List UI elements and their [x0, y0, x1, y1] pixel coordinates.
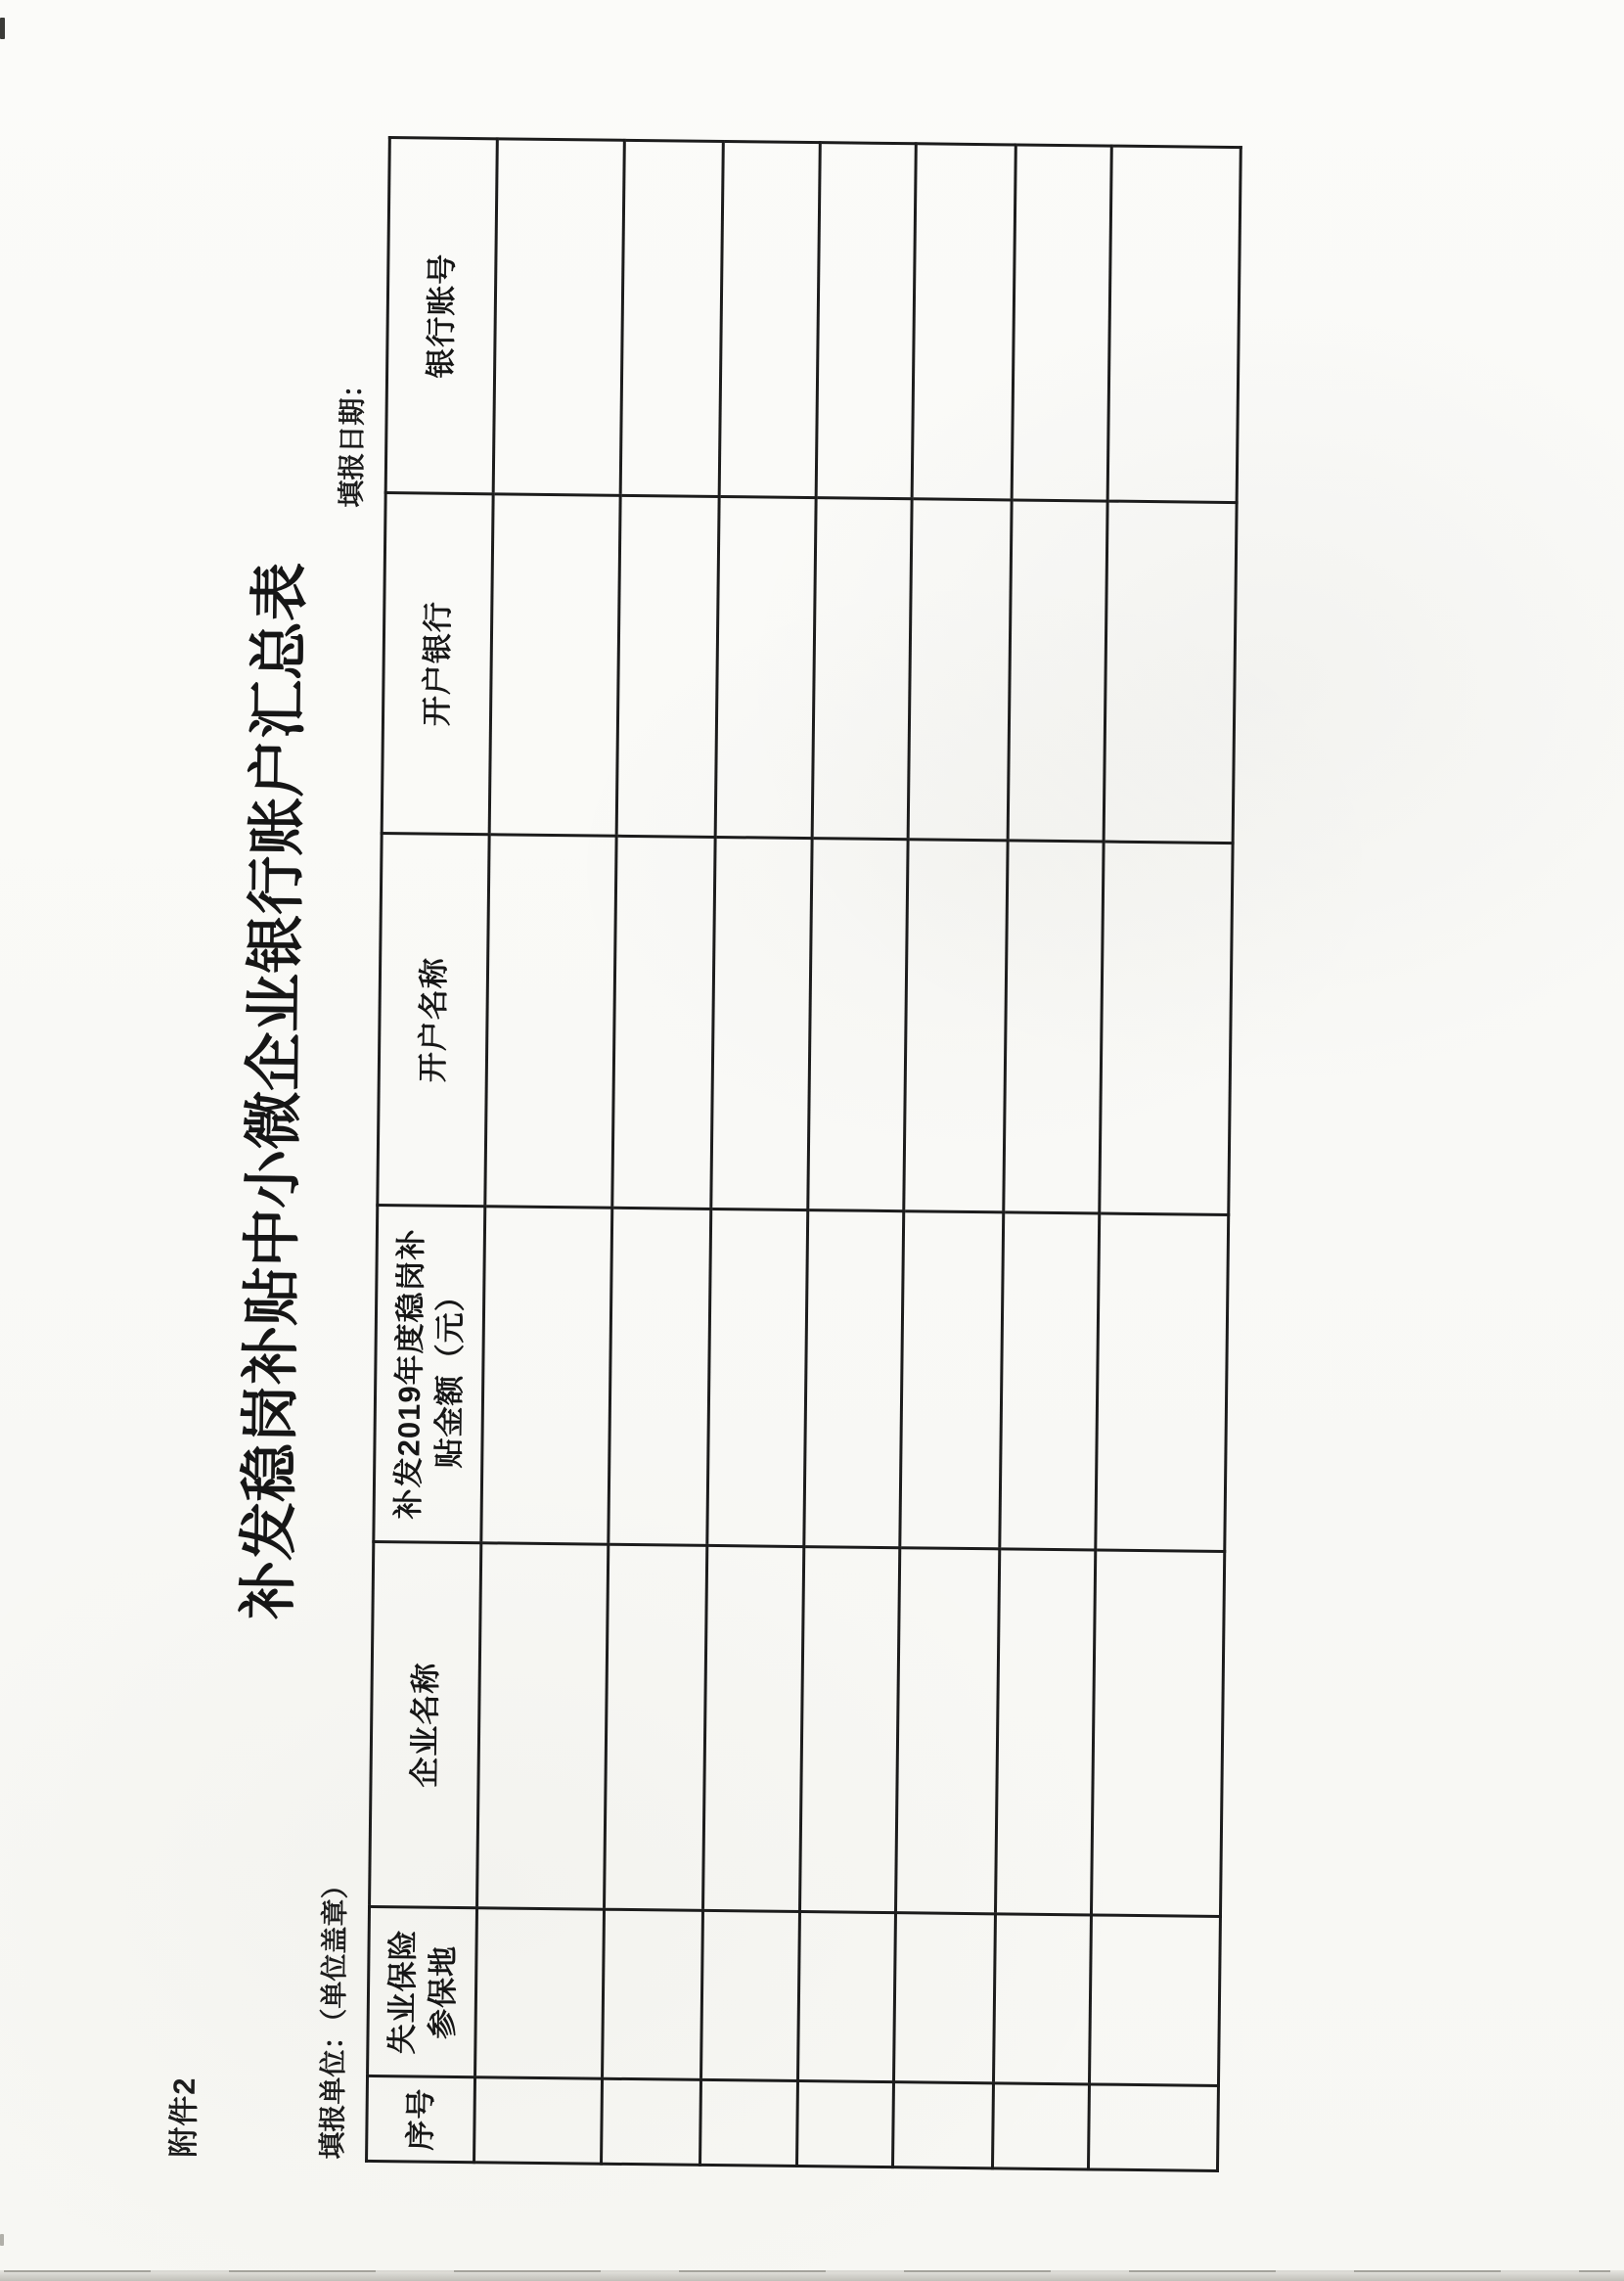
empty-cell	[1000, 1212, 1100, 1550]
empty-cell	[493, 139, 624, 495]
empty-cell	[992, 2083, 1089, 2169]
empty-cell	[900, 1211, 1004, 1549]
table-row	[474, 139, 625, 2164]
empty-cell	[908, 499, 1012, 841]
scan-speck-top-left	[0, 18, 5, 39]
empty-cell	[603, 1909, 703, 2079]
empty-cell	[893, 1913, 995, 2083]
empty-cell	[489, 494, 620, 836]
empty-cell	[1104, 501, 1237, 843]
empty-cell	[798, 1912, 896, 2082]
empty-cell	[719, 142, 820, 498]
header-cell-account-bank: 开户银行	[382, 493, 493, 835]
empty-cell	[993, 1914, 1091, 2084]
empty-cell	[616, 495, 719, 837]
empty-cell	[799, 1547, 899, 1913]
reporting-unit-label: 填报单位：（单位盖章）	[317, 1871, 351, 2160]
scanner-edge-line	[4, 2270, 1610, 2272]
empty-cell	[1004, 841, 1104, 1213]
header-cell-subsidy-amount: 补发2019年度稳岗补 贴金额（元）	[374, 1206, 485, 1543]
table-row	[1088, 146, 1241, 2170]
empty-cell	[1089, 1915, 1220, 2086]
bank-accounts-summary-table	[365, 136, 1242, 2172]
header-cell-enterprise-name: 企业名称	[370, 1541, 481, 1907]
header-cell-insurance-location: 失业保险 参保地	[368, 1906, 477, 2076]
empty-cell	[711, 837, 812, 1209]
empty-cell	[1100, 842, 1233, 1214]
table-body	[474, 139, 1241, 2171]
empty-cell	[481, 1207, 612, 1544]
attachment-label: 附件2	[166, 2076, 203, 2158]
empty-cell	[620, 140, 723, 496]
empty-cell	[995, 1549, 1095, 1915]
empty-cell	[1012, 145, 1111, 501]
empty-cell	[895, 1548, 999, 1914]
empty-cell	[605, 1544, 707, 1910]
empty-cell	[1096, 1213, 1229, 1551]
header-cell-bank-account-no: 银行账号	[385, 138, 497, 494]
empty-cell	[475, 1908, 605, 2078]
empty-cell	[804, 1210, 904, 1548]
empty-cell	[808, 839, 908, 1211]
empty-cell	[715, 496, 816, 838]
empty-cell	[1088, 2084, 1218, 2171]
empty-cell	[485, 835, 616, 1208]
empty-cell	[609, 1208, 711, 1545]
empty-cell	[1107, 146, 1241, 502]
empty-cell	[892, 2082, 993, 2168]
header-cell-serial-number: 序号	[367, 2076, 475, 2162]
empty-cell	[700, 2079, 798, 2166]
page-title: 补发稳岗补贴中小微企业银行账户汇总表	[236, 562, 313, 1620]
empty-cell	[912, 144, 1015, 500]
empty-cell	[707, 1209, 808, 1546]
scan-speck-bottom-left	[0, 2234, 4, 2246]
empty-cell	[703, 1545, 804, 1911]
empty-cell	[477, 1543, 609, 1909]
header-cell-account-name: 开户名称	[378, 834, 489, 1207]
empty-cell	[602, 2078, 701, 2165]
empty-cell	[612, 836, 715, 1209]
reporting-date-label: 填报日期：	[336, 370, 369, 508]
empty-cell	[816, 143, 916, 499]
empty-cell	[904, 840, 1008, 1212]
empty-cell	[474, 2077, 603, 2164]
empty-cell	[1008, 500, 1107, 842]
empty-cell	[797, 2081, 894, 2167]
empty-cell	[812, 498, 912, 840]
empty-cell	[1091, 1550, 1224, 1916]
empty-cell	[701, 1910, 800, 2080]
